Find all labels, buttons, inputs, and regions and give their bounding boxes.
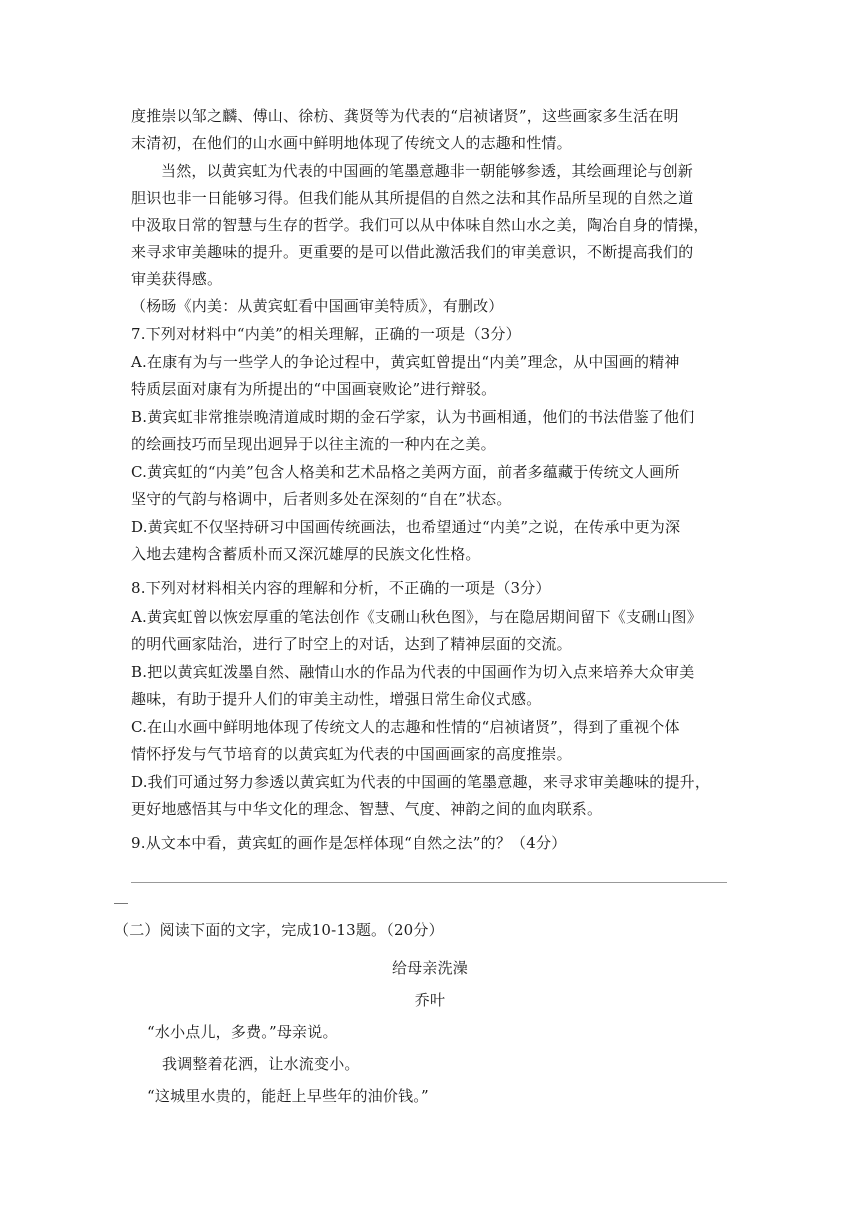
section-divider — [131, 882, 727, 883]
passage-author: 乔叶 — [414, 991, 446, 1009]
paragraph-line: 中汲取日常的智慧与生存的哲学。我们可以从中体味自然山水之美，陶冶自身的情操， — [131, 216, 709, 234]
q7-option-d: 入地去建构含蓄质朴而又深沉雄厚的民族文化性格。 — [131, 545, 481, 563]
question-8-stem: 8.下列对材料相关内容的理解和分析，不正确的一项是（3分） — [131, 579, 551, 597]
q7-option-a: A.在康有为与一些学人的争论过程中，黄宾虹曾提出“内美”理念，从中国画的精神 — [131, 353, 680, 371]
q8-option-b: B.把以黄宾虹泼墨自然、融情山水的作品为代表的中国画作为切入点来培养大众审美 — [131, 663, 695, 681]
paragraph-line: 当然，以黄宾虹为代表的中国画的笔墨意趣非一朝能够参透，其绘画理论与创新 — [161, 162, 694, 180]
paragraph-line: 度推崇以邹之麟、傅山、徐枋、龚贤等为代表的“启祯诸贤”，这些画家多生活在明 — [131, 107, 679, 125]
question-7-stem: 7.下列对材料中“内美”的相关理解，正确的一项是（3分） — [131, 325, 521, 343]
paragraph-line: 末清初，在他们的山水画中鲜明地体现了传统文人的志趣和性情。 — [131, 134, 572, 152]
q7-option-c: 坚守的气韵与格调中，后者则多处在深刻的“自在”状态。 — [131, 490, 512, 508]
section-2-heading: （二）阅读下面的文字，完成10-13题。（20分） — [114, 921, 444, 939]
passage-line: “水小点儿，多费。”母亲说。 — [147, 1023, 338, 1041]
paragraph-line: 胆识也非一日能够习得。但我们能从其所提倡的自然之法和其作品所呈现的自然之道 — [131, 189, 694, 207]
q8-option-a: A.黄宾虹曾以恢宏厚重的笔法创作《支硎山秋色图》，与在隐居期间留下《支硎山图》 — [131, 608, 702, 626]
paragraph-line: 来寻求审美趣味的提升。更重要的是可以借此激活我们的审美意识，不断提高我们的 — [131, 243, 694, 261]
source-citation: （杨旸《内美：从黄宾虹看中国画审美特质》，有删改） — [131, 297, 504, 315]
paragraph-line: 审美获得感。 — [131, 270, 223, 288]
q8-option-b: 趣味，有助于提升人们的审美主动性，增强日常生命仪式感。 — [131, 690, 542, 708]
q7-option-b: B.黄宾虹非常推崇晚清道咸时期的金石学家，认为书画相通，他们的书法借鉴了他们 — [131, 408, 695, 426]
q8-option-d: D.我们可通过努力参透以黄宾虹为代表的中国画的笔墨意趣，来寻求审美趣味的提升， — [131, 773, 711, 791]
q8-option-d: 更好地感悟其与中华文化的理念、智慧、气度、神韵之间的血肉联系。 — [131, 800, 603, 818]
q7-option-b: 的绘画技巧而呈现出迥异于以往主流的一种内在之美。 — [131, 435, 496, 453]
q7-option-d: D.黄宾虹不仅坚持研习中国画传统画法，也希望通过“内美”之说，在传承中更为深 — [131, 518, 681, 536]
passage-line: 我调整着花洒，让水流变小。 — [162, 1055, 360, 1073]
q7-option-c: C.黄宾虹的“内美”包含人格美和艺术品格之美两方面，前者多蕴藏于传统文人画所 — [131, 463, 680, 481]
q8-option-c: 情怀抒发与气节培育的以黄宾虹为代表的中国画画家的高度推崇。 — [131, 745, 572, 763]
divider-mark — [114, 903, 128, 904]
q8-option-c: C.在山水画中鲜明地体现了传统文人的志趣和性情的“启祯诸贤”，得到了重视个体 — [131, 718, 680, 736]
passage-line: “这城里水贵的，能赶上早些年的油价钱。” — [147, 1087, 429, 1105]
q7-option-a: 特质层面对康有为所提出的“中国画衰败论”进行辩驳。 — [131, 380, 497, 398]
q8-option-a: 的明代画家陆治，进行了时空上的对话，达到了精神层面的交流。 — [131, 635, 572, 653]
question-9-stem: 9.从文本中看，黄宾虹的画作是怎样体现“自然之法”的？（4分） — [131, 834, 567, 852]
passage-title: 给母亲洗澡 — [391, 959, 468, 977]
